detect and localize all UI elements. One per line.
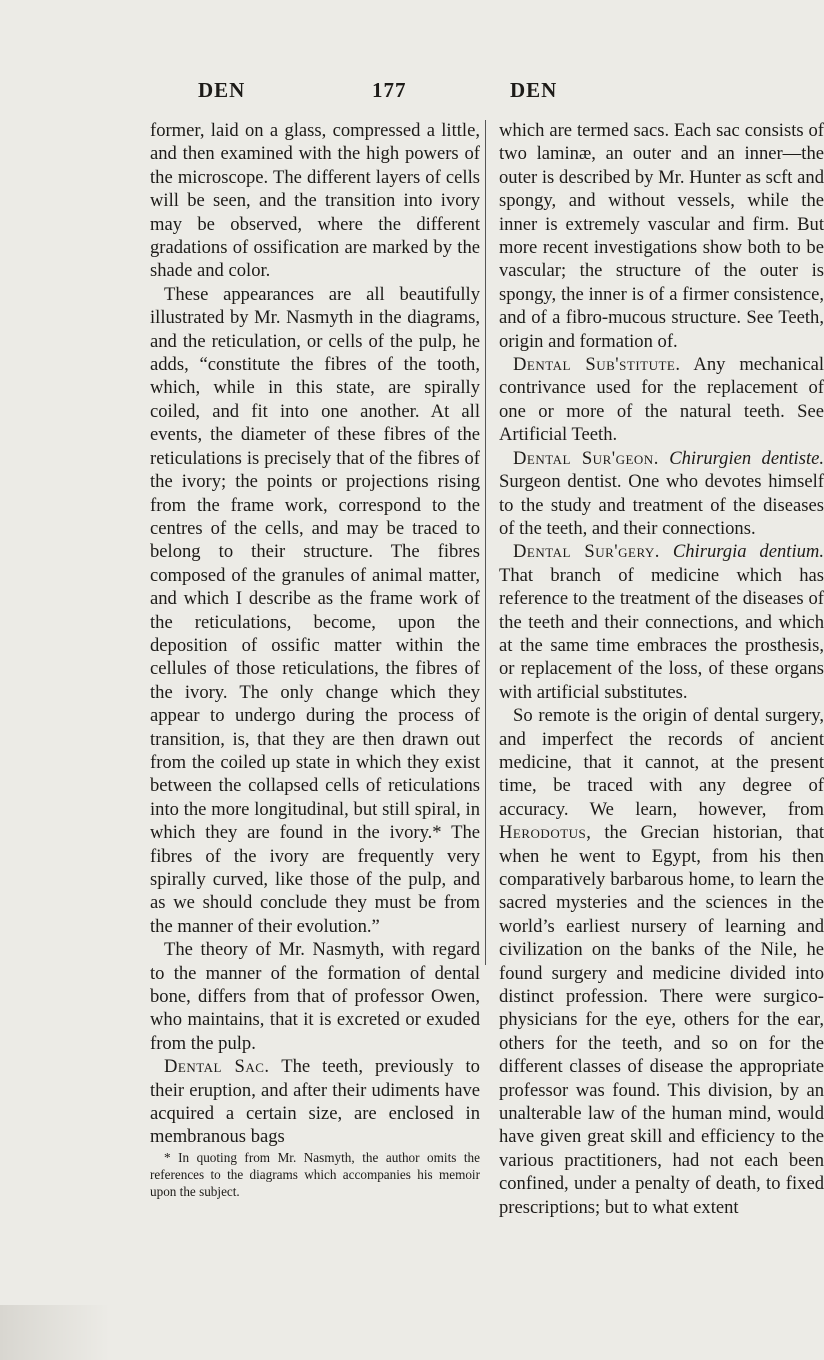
paragraph: These appearances are all beautifully illustrated by Mr. Nasmyth in the diagrams, and the reticulation, or cells of the pulp, he adds, “constitute the fibres of the tooth, which, while in this state, are spirally coiled, and fit into one another. At all events, the diameter of these fibres of the reticulations is precisely that of the fibres of the ivory; the points or projections rising from the frame work, correspond to the centres of the cells, and may be traced to belong to their structure. The fibres composed of the granules of animal matter, and which I describe as the frame work of the reticulations, become, upon the deposition of ossific matter within the cellules of those reticulations, the fibres of the ivory. The only change which they appear to undergo during the process of transition, is, that they are then drawn out from the coiled up state in which they exist between the collapsed cells of reticulations into the more longitudinal, but still spiral, in which they are found in the ivory.* The fibres of the ivory are frequently very spirally curved, like those of the pulp, and as we should conclude they must be from the manner of their evolution.” [150, 283, 480, 937]
paragraph: The theory of Mr. Nasmyth, with regard to the manner of the formation of dental bone, differs from that of professor Owen, who maintains, that it is excreted or exuded from the pulp. [150, 939, 480, 1054]
entry-dental-substitute [499, 353, 824, 447]
entry-foreign-term: Chirurgia dentium. [659, 541, 824, 563]
entry-dental-sac [150, 1055, 480, 1149]
paragraph [499, 704, 824, 1219]
entry-heading: Dental Sur'geon. [513, 447, 659, 469]
entry-heading: Dental Sub'stitute. [513, 354, 681, 376]
entry-text: Any mechanical contrivance used for the replacement of one or more of the natural teeth. See Artificial Teeth. [499, 354, 824, 446]
paragraph-text: So remote is the origin of dental surgery, and imperfect the records of ancient medicine, that it cannot, at the present time, be traced with any degree of accuracy. We learn, however, from [499, 705, 824, 820]
header-right-word: DEN [510, 78, 558, 102]
entry-dental-surgeon [499, 447, 824, 541]
entry-heading: Dental Sac. [164, 1056, 270, 1078]
entry-dental-surgery [499, 540, 824, 704]
page-number: 177 [372, 78, 407, 102]
running-header [0, 78, 800, 108]
header-left-word: DEN [198, 78, 246, 102]
entry-text: The teeth, previously to their eruption, and after their udiments have acquired a certain size, are enclosed in membranous bags [150, 1056, 480, 1148]
paragraph: which are termed sacs. Each sac consists of two laminæ, an outer and an inner—the outer is described by Mr. Hunter as scft and spongy, and without vessels, while the inner is extremely vascular and firm. But more recent investigations show both to be vascular; the structure of the outer is spongy, the inner is of a firmer consistence, and of a fibro-mucous structure. See Teeth, origin and formation of. [499, 120, 824, 352]
column-divider [485, 120, 486, 965]
entry-heading: Dental Sur'gery. [513, 541, 660, 563]
paragraph-text: , the Grecian historian, that when he went to Egypt, from his then comparatively barbarous home, to learn the sacred mysteries and the sciences in the world’s earliest nursery of learning and civilization on the banks of the Nile, he found surgery and medicine divided into distinct profession. There were surgico-physicians for the eye, others for the ear, others for the teeth, and so on for the different classes of disease the appropriate professor was found. This division, by an unalterable law of the human mind, would have given great skill and efficiency to the various practitioners, had not each been confined, under a penalty of death, to fixed prescriptions; but to what extent [499, 822, 824, 1218]
footnote: * In quoting from Mr. Nasmyth, the author omits the references to the diagrams which accompanies his memoir upon the subject. [150, 1149, 480, 1200]
paragraph: former, laid on a glass, compressed a little, and then examined with the high powers of the microscope. The different layers of cells will be seen, and the transition into ivory may be observed, where the different gradations of ossification are marked by the shade and color. [150, 120, 480, 282]
entry-text: Surgeon dentist. One who devotes himself to the study and treatment of the diseases of the teeth, and their connections. [499, 471, 824, 539]
proper-name: Herodotus [499, 822, 587, 844]
page-edge-shadow [0, 1305, 110, 1360]
right-column [499, 119, 824, 1219]
entry-text: That branch of medicine which has reference to the treatment of the diseases of the teeth and their connections, and which at the same time embraces the prosthesis, or replacement of the loss, of these organs with artificial substitutes. [499, 564, 824, 703]
entry-foreign-term: Chirurgien dentiste. [658, 447, 824, 469]
left-column [150, 119, 480, 1200]
